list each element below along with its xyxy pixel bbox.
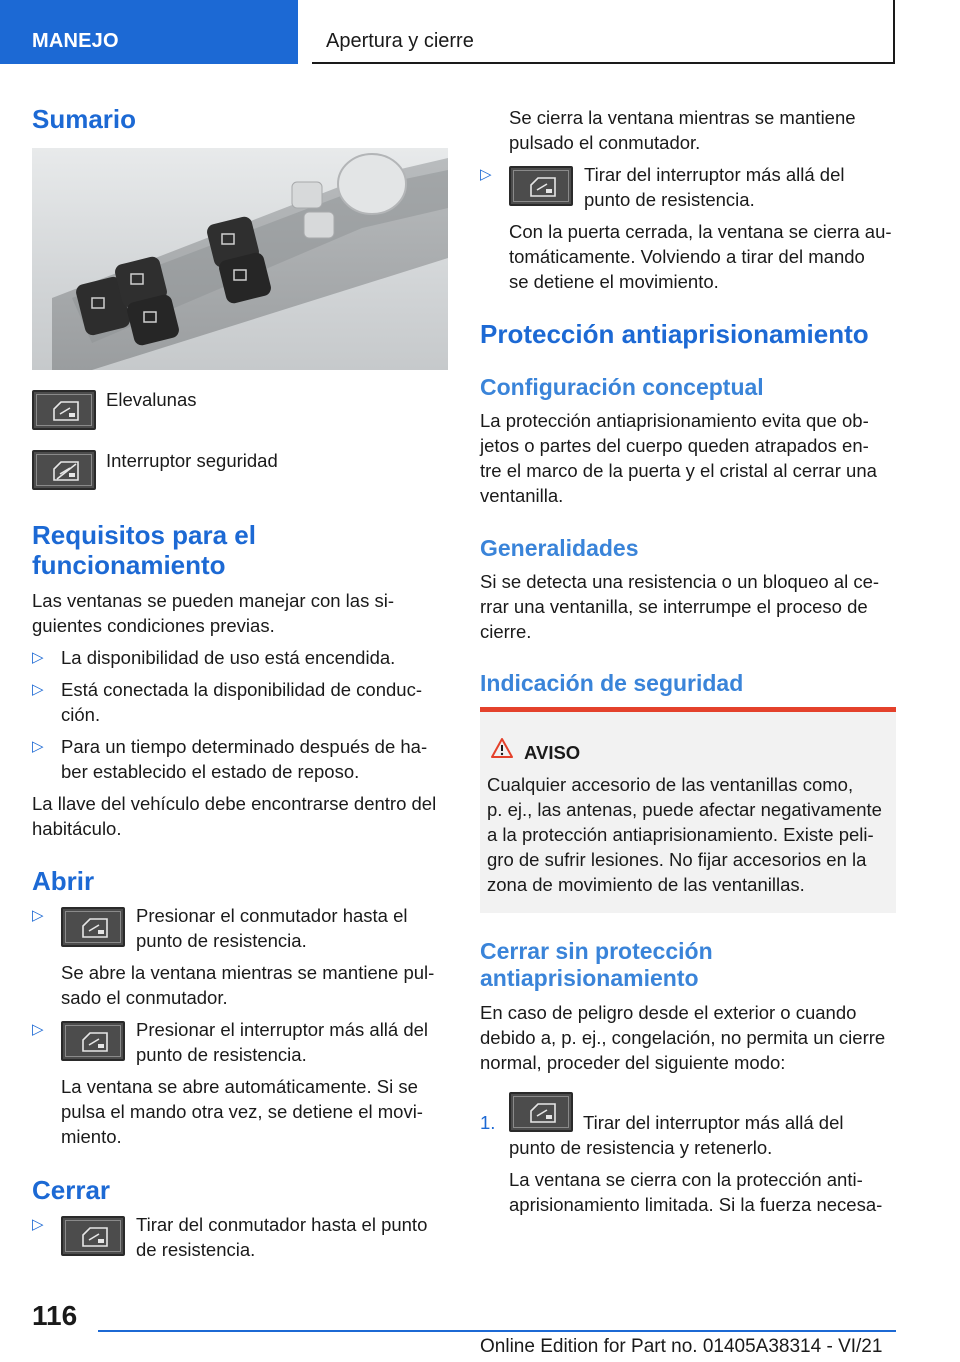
legend-safety-switch: Interruptor seguridad [106, 450, 278, 471]
heading-proteccion: Protección antiaprisionamiento [480, 319, 869, 349]
window-lift-switch-icon [61, 1021, 125, 1061]
heading-requisitos-1: Requisitos para el [32, 520, 256, 550]
page-number: 116 [32, 1300, 78, 1331]
req-intro-line-2: guientes condiciones previas. [32, 615, 275, 636]
req-intro-line-1: Las ventanas se pueden manejar con las si- [32, 590, 394, 611]
cerrar-1-line-1: Tirar del conmutador hasta el punto [136, 1214, 428, 1235]
warning-line-1: Cualquier accesorio de las ventanillas como, [487, 774, 854, 795]
config-line-3: tre el marco de la puerta y el cristal al cerrar una [480, 460, 877, 481]
gen-line-3: cierre. [480, 621, 532, 642]
heading-requisitos-2: funcionamiento [32, 550, 226, 580]
config-line-4: ventanilla. [480, 485, 564, 506]
step1-line-2: punto de resistencia y retenerlo. [509, 1137, 773, 1158]
window-lift-switch-icon [32, 390, 96, 430]
warning-line-3: a la protección antiaprisionamiento. Existe peli- [487, 824, 874, 845]
heading-cerrar: Cerrar [32, 1175, 111, 1205]
req-outro-line-1: La llave del vehículo debe encontrarse dentro del [32, 793, 437, 814]
abrir-2-line-1: Presionar el interruptor más allá del [136, 1019, 429, 1040]
cont-line-1: Se cierra la ventana mientras se mantiene [509, 107, 856, 128]
sin-line-3: normal, proceder del siguiente modo: [480, 1052, 786, 1073]
chapter-header [312, 0, 895, 64]
sin-line-2: debido a, p. ej., congelación, no permita un cierre [480, 1027, 886, 1048]
heading-abrir: Abrir [32, 866, 95, 896]
warning-triangle-icon [490, 737, 514, 759]
bullet-triangle-icon: ▷ [32, 649, 44, 666]
section-title: MANEJO [32, 30, 119, 52]
step-number: 1. [480, 1112, 496, 1133]
cerrar-2-line-1: Tirar del interruptor más allá del [584, 164, 845, 185]
gen-line-2: rrar una ventanilla, se interrumpe el proceso de [480, 596, 868, 617]
req-bullet-1: La disponibilidad de uso está encendida. [61, 647, 396, 668]
cerrar-2-line-3: Con la puerta cerrada, la ventana se cierra au- [509, 221, 892, 242]
step1-line-1: Tirar del interruptor más allá del [583, 1112, 844, 1133]
req-outro-line-2: habitáculo. [32, 818, 122, 839]
heading-generalidades: Generalidades [480, 535, 639, 561]
section-tab [0, 0, 298, 64]
warning-line-5: zona de movimiento de las ventanillas. [487, 874, 805, 895]
edition-text: Online Edition for Part no. 01405A38314 - VI/21 [480, 1336, 883, 1357]
window-lift-switch-icon [509, 1092, 573, 1132]
heading-indicacion: Indicación de seguridad [480, 670, 744, 696]
abrir-1-line-2: punto de resistencia. [136, 930, 307, 951]
warning-line-2: p. ej., las antenas, puede afectar negativamente [487, 799, 882, 820]
window-lift-switch-icon [509, 166, 573, 206]
cerrar-2-line-2: punto de resistencia. [584, 189, 755, 210]
abrir-1-line-3: Se abre la ventana mientras se mantiene pul- [61, 962, 435, 983]
chapter-title: Apertura y cierre [326, 30, 474, 52]
req-bullet-3-line-1: Para un tiempo determinado después de ha- [61, 736, 428, 757]
bullet-triangle-icon: ▷ [32, 907, 44, 924]
warning-box [480, 707, 896, 913]
legend-window-lift: Elevalunas [106, 389, 197, 410]
bullet-triangle-icon: ▷ [32, 1021, 44, 1038]
bullet-triangle-icon: ▷ [480, 166, 492, 183]
step1-line-3: La ventana se cierra con la protección anti- [509, 1169, 863, 1190]
abrir-1-line-4: sado el conmutador. [61, 987, 228, 1008]
window-switch-photo [32, 148, 448, 370]
config-line-2: jetos o partes del cuerpo queden atrapados en- [480, 435, 869, 456]
cont-line-2: pulsado el conmutador. [509, 132, 701, 153]
bullet-triangle-icon: ▷ [32, 681, 44, 698]
heading-sin-proteccion-1: Cerrar sin protección [480, 938, 713, 964]
bullet-triangle-icon: ▷ [32, 738, 44, 755]
heading-sumario: Sumario [32, 104, 137, 134]
heading-configuracion: Configuración conceptual [480, 374, 764, 400]
abrir-2-line-4: pulsa el mando otra vez, se detiene el movi- [61, 1101, 423, 1122]
step1-line-4: aprisionamiento limitada. Si la fuerza necesa- [509, 1194, 883, 1215]
req-bullet-3-line-2: ber establecido el estado de reposo. [61, 761, 360, 782]
abrir-2-line-5: miento. [61, 1126, 122, 1147]
config-line-1: La protección antiaprisionamiento evita que ob- [480, 410, 869, 431]
cerrar-1-line-2: de resistencia. [136, 1239, 256, 1260]
abrir-1-line-1: Presionar el conmutador hasta el [136, 905, 408, 926]
window-lift-switch-icon [61, 907, 125, 947]
abrir-2-line-2: punto de resistencia. [136, 1044, 307, 1065]
gen-line-1: Si se detecta una resistencia o un bloqueo al ce- [480, 571, 880, 592]
req-bullet-2-line-1: Está conectada la disponibilidad de conduc- [61, 679, 422, 700]
heading-sin-proteccion-2: antiaprisionamiento [480, 965, 699, 991]
bullet-triangle-icon: ▷ [32, 1216, 44, 1233]
req-bullet-2-line-2: ción. [61, 704, 101, 725]
warning-line-4: gro de sufrir lesiones. No fijar accesorios en la [487, 849, 867, 870]
safety-switch-icon [32, 450, 96, 490]
window-lift-switch-icon [61, 1216, 125, 1256]
warning-title: AVISO [524, 742, 581, 763]
sin-line-1: En caso de peligro desde el exterior o cuando [480, 1002, 857, 1023]
abrir-2-line-3: La ventana se abre automáticamente. Si se [61, 1076, 418, 1097]
window-switch-illustration [32, 148, 448, 370]
cerrar-2-line-5: se detiene el movimiento. [509, 271, 719, 292]
cerrar-2-line-4: tomáticamente. Volviendo a tirar del mando [509, 246, 865, 267]
footer-rule [98, 1330, 896, 1332]
